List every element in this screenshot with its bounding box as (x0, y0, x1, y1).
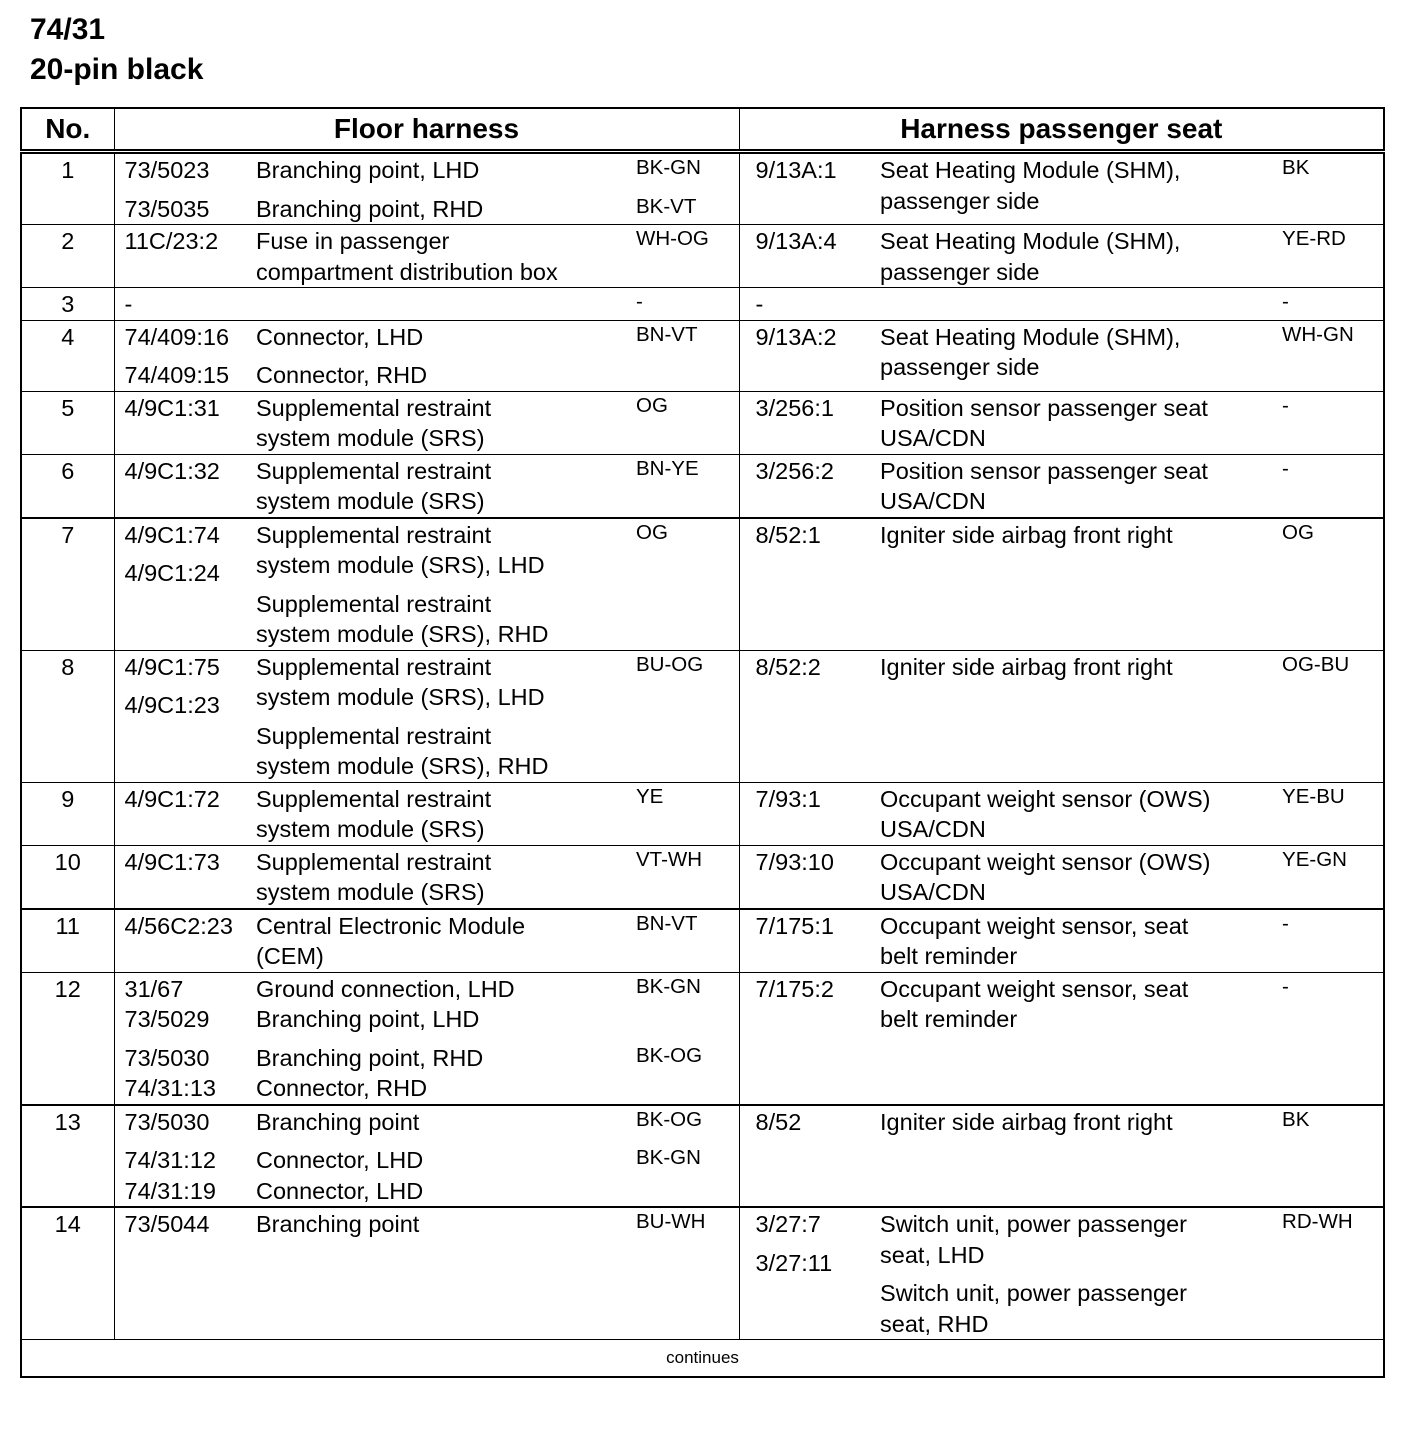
seat-desc-text: Igniter side airbag front right (880, 1108, 1173, 1135)
seat-wire-color (1266, 288, 1384, 321)
floor-id-text: 74/409:16 (124, 323, 230, 350)
seat-component-id (739, 650, 880, 782)
floor-color-text: VT-WH (636, 847, 703, 871)
floor-desc-text: Supplemental restraint system module (SRS), RHD (256, 722, 549, 779)
floor-id-text: 11C/23:2 (124, 228, 219, 254)
seat-color-text: OG-BU (1282, 652, 1350, 676)
floor-component-id (114, 650, 256, 782)
floor-id-text: 4/9C1:72 (124, 785, 220, 812)
header-floor-harness: Floor harness (114, 108, 739, 152)
seat-wire-color (1266, 650, 1384, 782)
floor-id-text: 31/67 73/5029 (124, 975, 210, 1032)
floor-component-id (114, 972, 256, 1105)
seat-desc-text: Occupant weight sensor, seat belt reminder (880, 975, 1189, 1032)
seat-id-text: 3/256:1 (755, 394, 834, 421)
seat-description (880, 845, 1266, 909)
footer-row (21, 1340, 1384, 1378)
seat-wire-color (1266, 972, 1384, 1105)
seat-id-text: 9/13A:4 (755, 228, 837, 254)
floor-component-id (114, 391, 256, 454)
seat-color-text: OG (1282, 520, 1314, 544)
floor-description (256, 225, 620, 288)
header-row (21, 108, 1384, 152)
pin-number: 12 (21, 972, 114, 1105)
floor-description (256, 845, 620, 909)
seat-wire-color (1266, 909, 1384, 973)
seat-component-id (739, 454, 880, 518)
table-row (21, 225, 1384, 288)
floor-desc-text: Ground connection, LHD Branching point, LHD (256, 975, 515, 1032)
floor-wire-color (620, 152, 739, 225)
floor-description (256, 909, 620, 973)
floor-color-text: WH-OG (636, 227, 709, 250)
seat-description (880, 152, 1266, 225)
table-row (21, 782, 1384, 845)
floor-wire-color (620, 391, 739, 454)
floor-wire-color (620, 909, 739, 973)
floor-desc-text: Branching point (256, 1211, 420, 1237)
table-row (21, 320, 1384, 391)
seat-id-text: 7/93:10 (755, 848, 834, 875)
seat-component-id (739, 225, 880, 288)
seat-wire-color (1266, 152, 1384, 225)
seat-id-text: - (755, 291, 764, 317)
table-row (21, 152, 1384, 225)
seat-desc-text: Seat Heating Module (SHM), passenger side (880, 323, 1181, 380)
floor-component-id (114, 454, 256, 518)
seat-color-text: YE-BU (1282, 784, 1345, 808)
floor-desc-text: Supplemental restraint system module (SRS), LHD (256, 521, 545, 578)
seat-color-text: YE-RD (1282, 227, 1346, 250)
floor-color-text: BK-OG (636, 1107, 703, 1131)
seat-description (880, 909, 1266, 973)
floor-description (256, 782, 620, 845)
floor-id-text: 4/9C1:74 (124, 521, 220, 548)
table-row (21, 1105, 1384, 1208)
floor-description (256, 152, 620, 225)
floor-wire-color (620, 845, 739, 909)
floor-color-text (636, 721, 739, 782)
seat-color-text: - (1282, 911, 1289, 935)
seat-description (880, 1105, 1266, 1208)
floor-desc-text: Connector, LHD (256, 323, 424, 350)
floor-id-text: 73/5030 74/31:13 (124, 1044, 216, 1101)
pin-number: 1 (21, 152, 114, 225)
floor-wire-color (620, 454, 739, 518)
seat-desc-text: Position sensor passenger seat USA/CDN (880, 394, 1208, 451)
seat-color-text: - (1282, 974, 1289, 998)
seat-description (880, 225, 1266, 288)
floor-component-id (114, 1207, 256, 1340)
floor-description (256, 1105, 620, 1208)
seat-color-text (1282, 1278, 1383, 1339)
floor-color-text: BN-VT (636, 911, 698, 935)
seat-description (880, 972, 1266, 1105)
seat-id-text: 7/175:2 (755, 975, 834, 1002)
seat-desc-text: Igniter side airbag front right (880, 521, 1173, 548)
seat-desc-text: Occupant weight sensor (OWS) USA/CDN (880, 848, 1211, 905)
seat-description (880, 518, 1266, 651)
floor-wire-color (620, 288, 739, 321)
pin-number: 5 (21, 391, 114, 454)
table-row (21, 650, 1384, 782)
floor-desc-text: Supplemental restraint system module (SRS), RHD (256, 590, 549, 647)
floor-id-text: 4/9C1:73 (124, 848, 220, 875)
table-row (21, 288, 1384, 321)
seat-color-text: - (1282, 290, 1289, 313)
floor-id-text: 4/9C1:32 (124, 457, 220, 484)
floor-description (256, 650, 620, 782)
floor-color-text: BU-OG (636, 652, 704, 676)
seat-id-text: 8/52:1 (755, 521, 821, 548)
seat-description (880, 454, 1266, 518)
floor-desc-text: Branching point, RHD (256, 195, 484, 222)
floor-id-text: 73/5023 (124, 157, 210, 183)
table-row (21, 454, 1384, 518)
floor-desc-text: Connector, RHD (256, 362, 428, 388)
seat-wire-color (1266, 225, 1384, 288)
seat-desc-text: Switch unit, power passenger seat, RHD (880, 1280, 1187, 1337)
floor-desc-text: Supplemental restraint system module (SRS) (256, 848, 492, 905)
seat-component-id (739, 972, 880, 1105)
floor-desc-text: Supplemental restraint system module (SRS) (256, 785, 492, 842)
floor-color-text: - (636, 290, 643, 313)
table-row (21, 518, 1384, 651)
floor-component-id (114, 320, 256, 391)
floor-component-id (114, 1105, 256, 1208)
floor-color-text: BK-GN (636, 1146, 701, 1169)
seat-component-id (739, 909, 880, 973)
floor-id-text: - (124, 291, 133, 317)
floor-color-text: BN-VT (636, 322, 698, 346)
floor-desc-text: Branching point (256, 1108, 420, 1135)
seat-description (880, 650, 1266, 782)
floor-component-id (114, 225, 256, 288)
seat-component-id (739, 391, 880, 454)
seat-description (880, 391, 1266, 454)
seat-desc-text: Occupant weight sensor (OWS) USA/CDN (880, 785, 1211, 842)
floor-color-text (636, 360, 739, 391)
floor-wire-color (620, 972, 739, 1105)
seat-desc-text: Seat Heating Module (SHM), passenger side (880, 157, 1181, 214)
seat-color-text: WH-GN (1282, 322, 1354, 346)
seat-color-text: - (1282, 456, 1289, 480)
seat-component-id (739, 320, 880, 391)
floor-component-id (114, 782, 256, 845)
floor-color-text (636, 589, 739, 650)
floor-wire-color (620, 1207, 739, 1340)
seat-desc-text: Occupant weight sensor, seat belt reminder (880, 912, 1189, 969)
seat-desc-text: Position sensor passenger seat USA/CDN (880, 457, 1208, 514)
seat-id-text: 7/93:1 (755, 785, 821, 812)
floor-id-text: 4/9C1:23 (124, 692, 220, 718)
seat-color-text: YE-GN (1282, 847, 1347, 871)
floor-color-text: BK-GN (636, 974, 701, 998)
pin-number: 11 (21, 909, 114, 973)
seat-id-text: 7/175:1 (755, 912, 834, 939)
continues-note: continues (666, 1347, 739, 1367)
floor-desc-text: Connector, LHD Connector, LHD (256, 1147, 424, 1204)
floor-id-text: 73/5035 (124, 195, 210, 222)
pin-number: 13 (21, 1105, 114, 1208)
pin-number: 14 (21, 1207, 114, 1340)
floor-description (256, 320, 620, 391)
floor-color-text: OG (636, 520, 668, 544)
connector-title: 74/31 (30, 13, 106, 46)
seat-description (880, 288, 1266, 321)
seat-desc-text: Switch unit, power passenger seat, LHD (880, 1211, 1187, 1268)
pin-number: 8 (21, 650, 114, 782)
seat-color-text: BK (1282, 1107, 1310, 1131)
floor-description (256, 288, 620, 321)
floor-id-text: 74/31:12 74/31:19 (124, 1147, 216, 1204)
seat-color-text: BK (1282, 156, 1310, 179)
floor-desc-text: Branching point, LHD (256, 157, 480, 183)
seat-id-text: 8/52:2 (755, 653, 821, 680)
floor-wire-color (620, 225, 739, 288)
seat-component-id (739, 845, 880, 909)
pin-number: 9 (21, 782, 114, 845)
seat-wire-color (1266, 518, 1384, 651)
floor-id-text: 4/9C1:24 (124, 560, 220, 586)
header-seat-harness: Harness passenger seat (739, 108, 1384, 152)
floor-description (256, 391, 620, 454)
seat-id-text: 3/27:11 (755, 1249, 833, 1276)
floor-color-text: YE (636, 784, 664, 808)
seat-id-text: 9/13A:2 (755, 323, 837, 350)
header-no: No. (21, 108, 114, 152)
pin-number: 2 (21, 225, 114, 288)
floor-color-text: BK-VT (636, 194, 697, 218)
seat-id-text: 3/27:7 (755, 1211, 821, 1237)
seat-id-text: 3/256:2 (755, 457, 834, 484)
seat-component-id (739, 288, 880, 321)
pin-table (20, 107, 1385, 1378)
floor-desc-text: Supplemental restraint system module (SRS) (256, 457, 492, 514)
seat-component-id (739, 782, 880, 845)
seat-desc-text: Seat Heating Module (SHM), passenger side (880, 228, 1181, 285)
pin-number: 10 (21, 845, 114, 909)
connector-subtitle: 20-pin black (30, 53, 204, 86)
seat-wire-color (1266, 320, 1384, 391)
document-heading (30, 10, 203, 90)
floor-description (256, 972, 620, 1105)
table-row (21, 972, 1384, 1105)
floor-component-id (114, 518, 256, 651)
table-row (21, 391, 1384, 454)
floor-wire-color (620, 320, 739, 391)
seat-description (880, 320, 1266, 391)
floor-id-text: 74/409:15 (124, 362, 230, 388)
seat-description (880, 1207, 1266, 1340)
floor-id-text: 73/5044 (124, 1211, 210, 1237)
seat-wire-color (1266, 1207, 1384, 1340)
floor-description (256, 454, 620, 518)
pin-number: 7 (21, 518, 114, 651)
seat-id-text: 8/52 (755, 1108, 802, 1135)
table-row (21, 1207, 1384, 1340)
floor-desc-text: Fuse in passenger compartment distribution box (256, 228, 558, 285)
seat-component-id (739, 1207, 880, 1340)
seat-component-id (739, 518, 880, 651)
pin-number: 4 (21, 320, 114, 391)
pin-number: 3 (21, 288, 114, 321)
floor-desc-text: Supplemental restraint system module (SRS) (256, 394, 492, 451)
floor-component-id (114, 152, 256, 225)
table-row (21, 909, 1384, 973)
floor-component-id (114, 845, 256, 909)
table-row (21, 845, 1384, 909)
seat-color-text: RD-WH (1282, 1210, 1353, 1233)
seat-description (880, 782, 1266, 845)
floor-id-text: 4/56C2:23 (124, 912, 233, 939)
seat-id-text: 9/13A:1 (755, 157, 837, 183)
seat-wire-color (1266, 782, 1384, 845)
pin-number: 6 (21, 454, 114, 518)
floor-desc-text: Branching point, RHD Connector, RHD (256, 1044, 484, 1101)
floor-color-text: BU-WH (636, 1210, 706, 1233)
floor-wire-color (620, 518, 739, 651)
seat-wire-color (1266, 1105, 1384, 1208)
floor-id-text: 73/5030 (124, 1108, 210, 1135)
floor-color-text: OG (636, 393, 668, 417)
floor-component-id (114, 909, 256, 973)
floor-id-text: 4/9C1:75 (124, 653, 220, 680)
seat-wire-color (1266, 845, 1384, 909)
floor-description (256, 518, 620, 651)
floor-wire-color (620, 1105, 739, 1208)
floor-color-text: BK-OG (636, 1043, 703, 1067)
floor-wire-color (620, 650, 739, 782)
seat-desc-text: Igniter side airbag front right (880, 653, 1173, 680)
floor-color-text: BN-YE (636, 456, 699, 480)
pin-table-body (21, 152, 1384, 1340)
floor-wire-color (620, 782, 739, 845)
floor-desc-text: Central Electronic Module (CEM) (256, 912, 526, 969)
floor-component-id (114, 288, 256, 321)
seat-component-id (739, 152, 880, 225)
floor-desc-text: Supplemental restraint system module (SRS), LHD (256, 653, 545, 710)
seat-color-text: - (1282, 393, 1289, 417)
floor-id-text: 4/9C1:31 (124, 394, 220, 421)
seat-component-id (739, 1105, 880, 1208)
floor-color-text: BK-GN (636, 156, 701, 179)
seat-wire-color (1266, 454, 1384, 518)
floor-description (256, 1207, 620, 1340)
seat-wire-color (1266, 391, 1384, 454)
